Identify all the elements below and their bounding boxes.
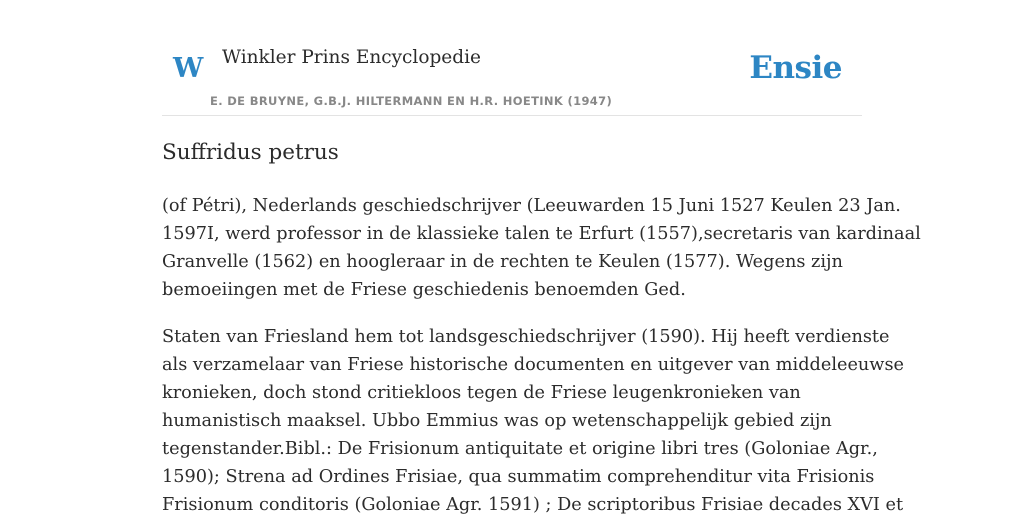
source-logo-icon[interactable]: W <box>173 53 204 84</box>
entry-paragraph <box>162 192 921 304</box>
text-line: Frisionum conditoris (Goloniae Agr. 1591) ; De scriptoribus Frisiae decades XVI et <box>162 495 904 515</box>
text-line: humanistisch maaksel. Ubbo Emmius was op wetenschappelijk gebied zijn <box>162 411 832 431</box>
text-line: (of Pétri), Nederlands geschiedschrijver (Leeuwarden 15 Juni 1527 Keulen 23 Jan. <box>162 196 901 216</box>
entry-title: Suffridus petrus <box>162 140 339 165</box>
ensie-logo[interactable]: Ensie <box>749 50 842 86</box>
entry-paragraph <box>162 323 904 519</box>
text-line: Granvelle (1562) en hoogleraar in de rechten te Keulen (1577). Wegens zijn <box>162 252 843 272</box>
text-line: bemoeiingen met de Friese geschiedenis benoemden Ged. <box>162 280 686 300</box>
source-title[interactable]: Winkler Prins Encyclopedie <box>222 47 481 68</box>
text-line: als verzamelaar van Friese historische documenten en uitgever van middeleeuwse <box>162 355 904 375</box>
text-line: Staten van Friesland hem tot landsgeschiedschrijver (1590). Hij heeft verdienste <box>162 327 890 347</box>
source-authors: E. DE BRUYNE, G.B.J. HILTERMANN EN H.R. HOETINK (1947) <box>210 94 613 108</box>
text-line: kronieken, doch stond critiekloos tegen de Friese leugenkronieken van <box>162 383 801 403</box>
source-header <box>162 40 862 116</box>
text-line: tegenstander.Bibl.: De Frisionum antiquitate et origine libri tres (Goloniae Agr., <box>162 439 878 459</box>
text-line: 1590); Strena ad Ordines Frisiae, qua summatim comprehenditur vita Frisionis <box>162 467 875 487</box>
text-line: 1597I, werd professor in de klassieke talen te Erfurt (1557),secretaris van kardinaal <box>162 224 921 244</box>
